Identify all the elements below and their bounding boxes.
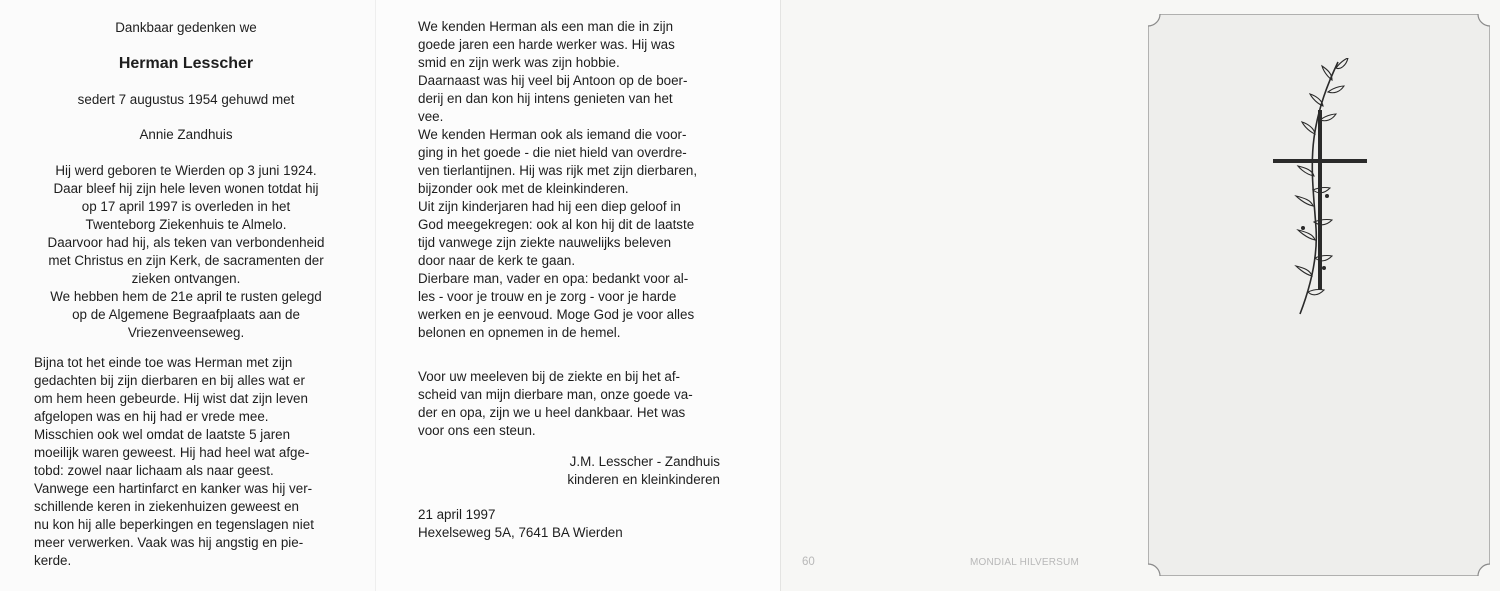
thanks-paragraph: [418, 368, 720, 440]
text-line: Bijna tot het einde toe was Herman met zijn: [34, 355, 293, 370]
text-line: les - voor je trouw en je zorg - voor je harde: [418, 289, 677, 304]
text-line: der en opa, zijn we u heel dankbaar. Het was: [418, 405, 686, 420]
text-line: bijzonder ook met de kleinkinderen.: [418, 181, 629, 196]
address-line: Hexelseweg 5A, 7641 BA Wierden: [418, 525, 623, 540]
text-line: Hij werd geboren te Wierden op 3 juni 1924.: [55, 163, 317, 178]
text-line: We hebben hem de 21e april te rusten gelegd: [50, 289, 322, 304]
text-line: derij en dan kon hij intens genieten van het: [418, 91, 673, 106]
text-line: Uit zijn kinderjaren had hij een diep geloof in: [418, 199, 681, 214]
text-line: op 17 april 1997 is overleden in het: [81, 199, 291, 214]
deceased-name: Herman Lesscher: [118, 55, 254, 72]
text-line: schillende keren in ziekenhuizen geweest en: [34, 499, 300, 514]
date-and-address: [418, 506, 623, 542]
text-line: Vriezenveenseweg.: [127, 325, 245, 340]
biography-paragraph: [34, 162, 338, 342]
text-line: kerde.: [34, 553, 72, 568]
tribute-paragraph: [418, 18, 720, 342]
signature-line: kinderen en kleinkinderen: [567, 472, 720, 487]
text-line: afgelopen was en hij had er vrede mee.: [34, 409, 269, 424]
text-line: We kenden Herman als een man die in zijn: [418, 19, 674, 34]
printer-imprint: MONDIAL HILVERSUM: [970, 557, 1079, 568]
date-line: 21 april 1997: [418, 507, 496, 522]
text-line: met Christus en zijn Kerk, de sacramenten der: [48, 253, 324, 268]
text-line: nu kon hij alle beperkingen en tegenslagen niet: [34, 517, 314, 532]
text-line: ging in het goede - die niet hield van overdre-: [418, 145, 687, 160]
text-line: scheid van mijn dierbare man, onze goede va-: [418, 387, 693, 402]
text-line: meer verwerken. Vaak was hij angstig en pie-: [34, 535, 304, 550]
cross-with-branch-icon: [1266, 58, 1376, 320]
text-line: Daarvoor had hij, als teken van verbondenheid: [47, 235, 325, 250]
text-line: Twenteborg Ziekenhuis te Almelo.: [85, 217, 287, 232]
middle-page: [375, 0, 781, 591]
cross-card: [1148, 14, 1490, 576]
text-line: Daarnaast was hij veel bij Antoon op de boer-: [418, 73, 688, 88]
text-line: om hem heen gebeurde. Hij wist dat zijn leven: [34, 391, 308, 406]
text-line: goede jaren een harde werker was. Hij was: [418, 37, 675, 52]
text-line: vee.: [418, 109, 444, 124]
text-line: We kenden Herman ook als iemand die voor-: [418, 127, 687, 142]
text-line: voor ons een steun.: [418, 423, 536, 438]
text-line: op de Algemene Begraafplaats aan de: [72, 307, 300, 322]
text-line: werken en je eenvoud. Moge God je voor alles: [418, 307, 695, 322]
page-number: 60: [802, 556, 815, 568]
greeting: Dankbaar gedenken we: [115, 20, 257, 35]
text-line: Daar bleef hij zijn hele leven wonen totdat hij: [53, 181, 319, 196]
left-page: [0, 0, 375, 591]
text-line: tijd vanwege zijn ziekte nauwelijks beleven: [418, 235, 672, 250]
text-line: zieken ontvangen.: [131, 271, 241, 286]
text-line: Voor uw meeleven bij de ziekte en bij het af-: [418, 369, 681, 384]
married-since: sedert 7 augustus 1954 gehuwd met: [77, 92, 295, 107]
text-line: ven tierlantijnen. Hij was rijk met zijn dierbaren,: [418, 163, 698, 178]
text-line: God meegekregen: ook al kon hij dit de laatste: [418, 217, 695, 232]
text-line: moeilijk waren geweest. Hij had heel wat afge-: [34, 445, 310, 460]
text-line: Misschien ook wel omdat de laatste 5 jaren: [34, 427, 291, 442]
text-line: gedachten bij zijn dierbaren en bij alles wat er: [34, 373, 305, 388]
text-line: Vanwege een hartinfarct en kanker was hij ver-: [34, 481, 313, 496]
text-line: Dierbare man, vader en opa: bedankt voor al-: [418, 271, 689, 286]
text-line: tobd: zowel naar lichaam als naar geest.: [34, 463, 274, 478]
text-line: smid en zijn werk was zijn hobbie.: [418, 55, 620, 70]
story-paragraph: [34, 354, 338, 570]
spouse-name: Annie Zandhuis: [139, 127, 233, 142]
family-signature: [526, 453, 720, 489]
text-line: belonen en opnemen in de hemel.: [418, 325, 621, 340]
signature-line: J.M. Lesscher - Zandhuis: [569, 454, 720, 469]
text-line: door naar de kerk te gaan.: [418, 253, 576, 268]
